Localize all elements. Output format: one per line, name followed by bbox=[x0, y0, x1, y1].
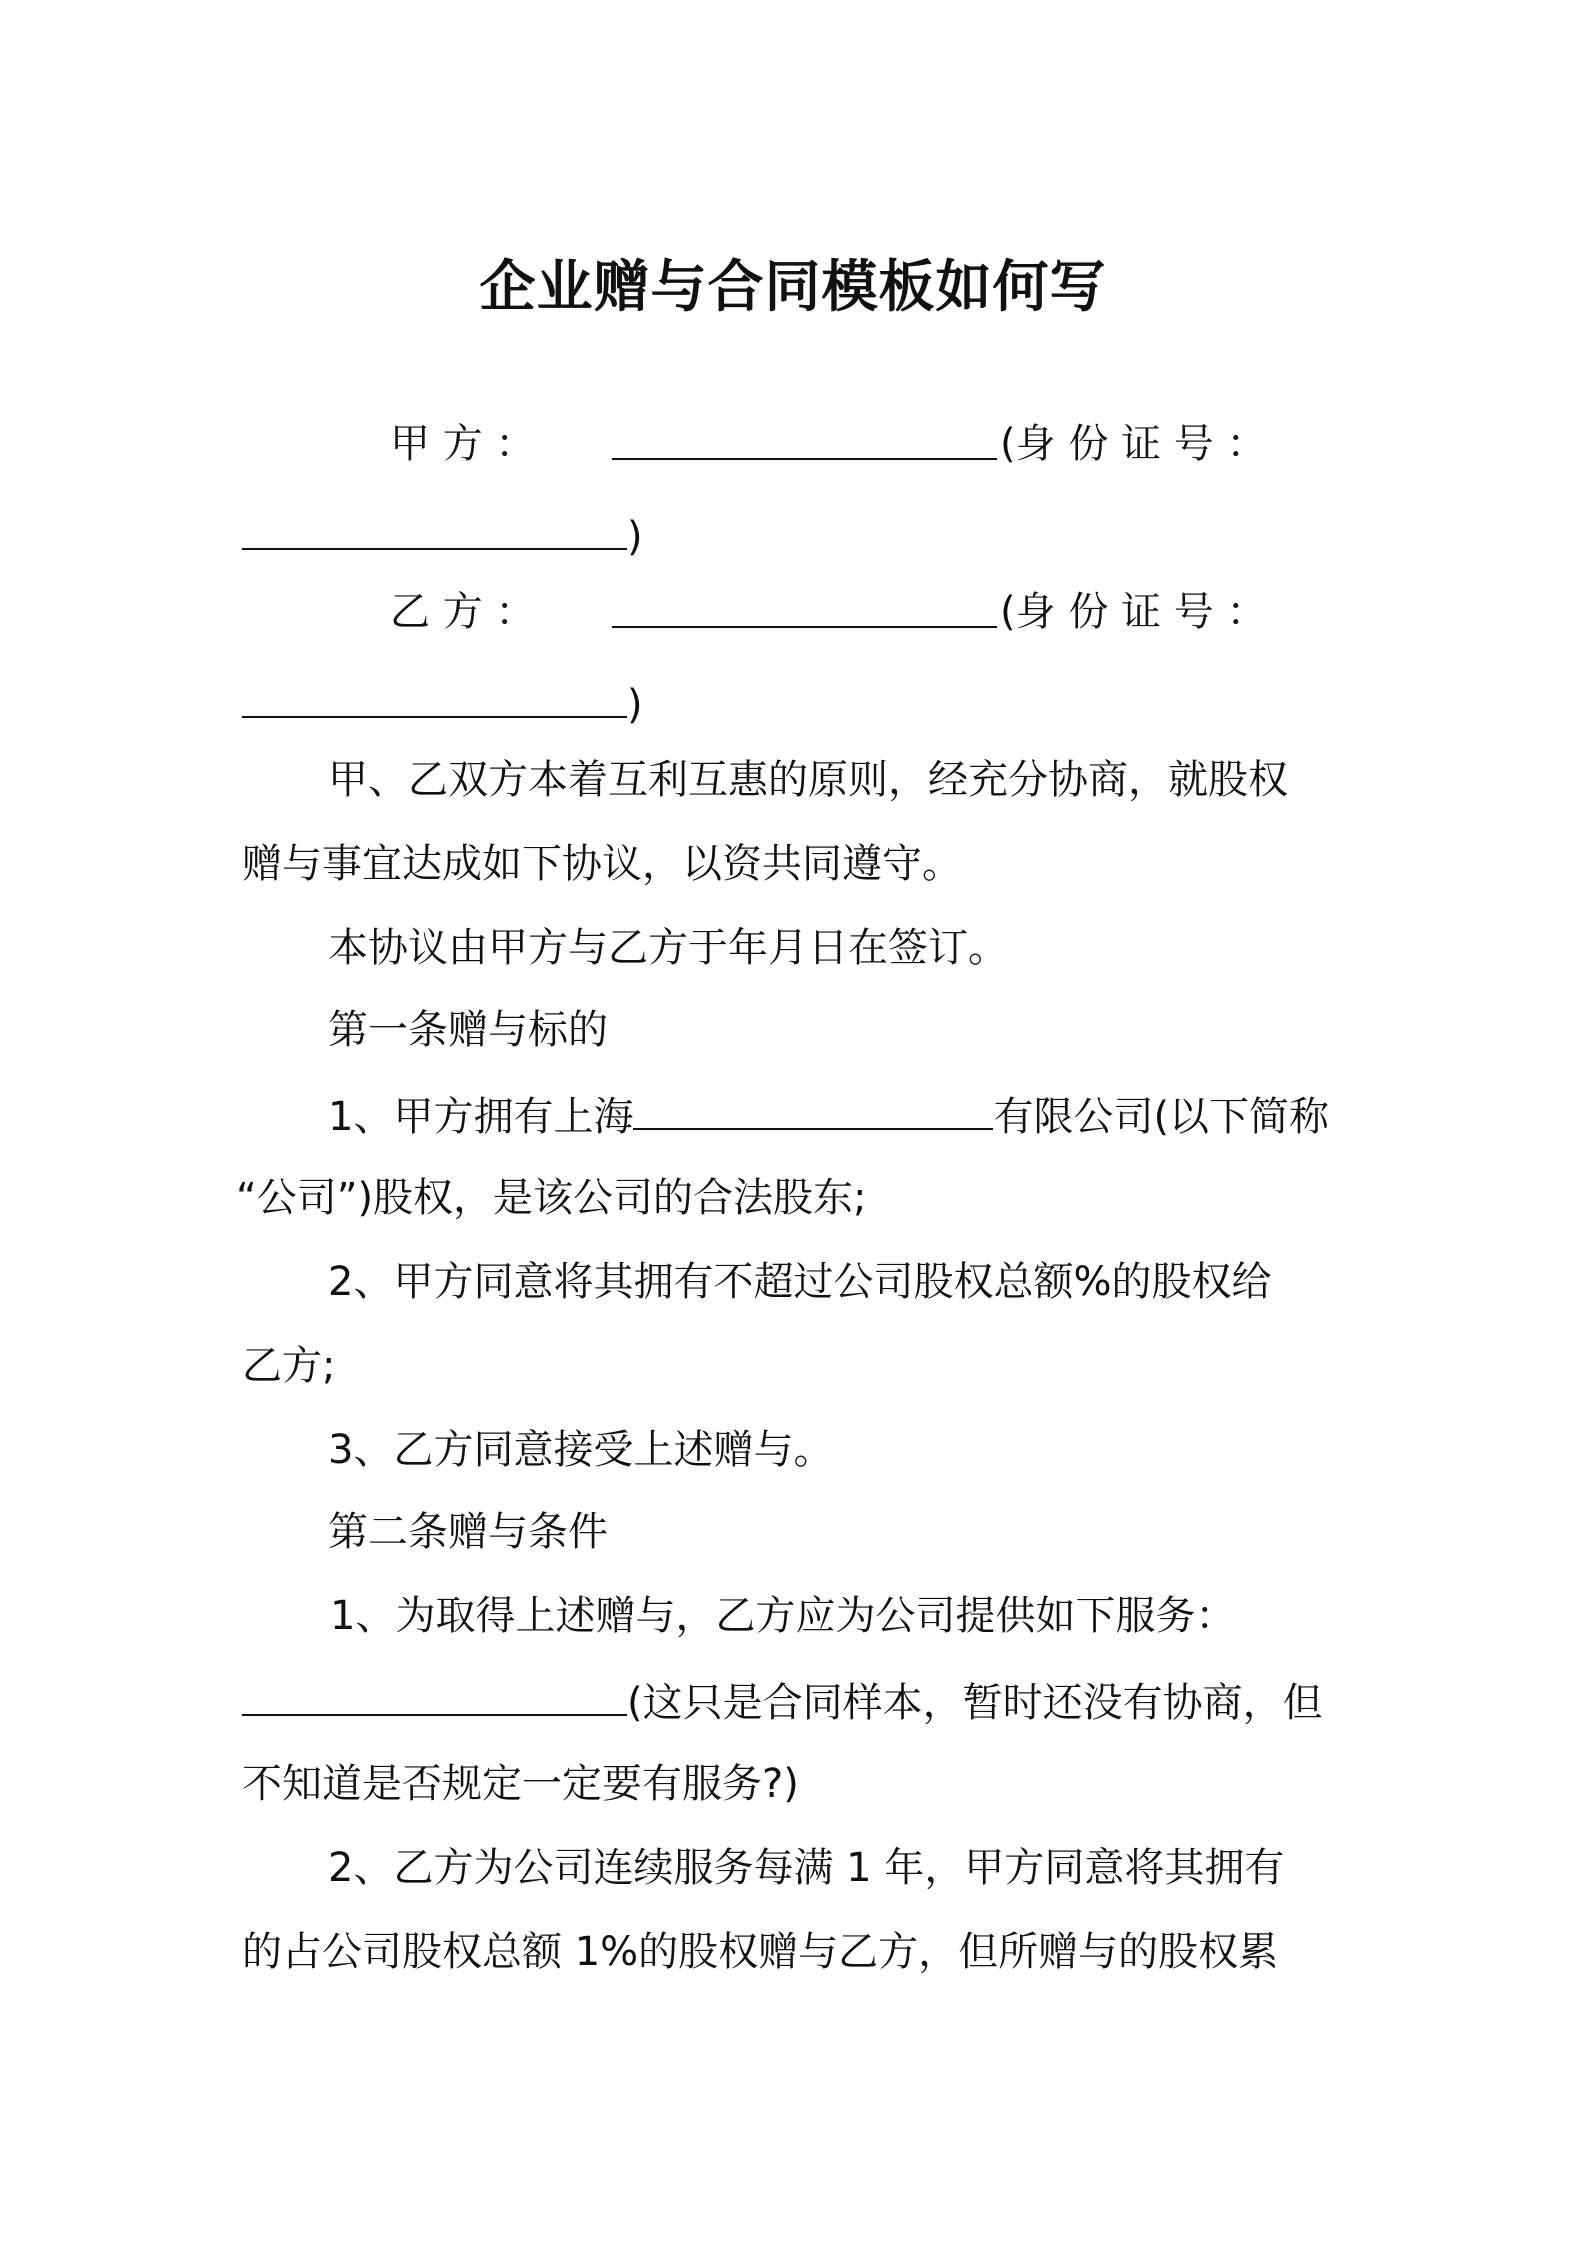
party-a-label: 甲 方 ： bbox=[390, 421, 536, 467]
article-1-item-3: 3、乙方同意接受上述赠与。 bbox=[328, 1427, 834, 1473]
party-a-id-label: (身 份 证 号 ： bbox=[1000, 421, 1267, 467]
party-a-id-line bbox=[242, 506, 643, 565]
article-1-item-2-cont: 乙方; bbox=[242, 1343, 336, 1389]
article-2-item-1: 1、为取得上述赠与，乙方应为公司提供如下服务： bbox=[330, 1593, 1236, 1639]
article-1-item-1-part-a: 1、甲方拥有上海 bbox=[328, 1094, 634, 1140]
article-1-item-1-cont: “公司”)股权，是该公司的合法股东; bbox=[236, 1175, 867, 1221]
service-blank bbox=[242, 1672, 627, 1716]
article-1-item-2: 2、甲方同意将其拥有不超过公司股权总额%的股权给 bbox=[328, 1259, 1272, 1305]
company-name-blank bbox=[633, 1086, 993, 1130]
party-b-id-label: (身 份 证 号 ： bbox=[1000, 589, 1267, 635]
party-b-id-line bbox=[242, 674, 643, 733]
party-b-close-paren: ) bbox=[627, 682, 643, 728]
article-2-heading: 第二条赠与条件 bbox=[328, 1509, 608, 1555]
article-2-item-2: 2、乙方为公司连续服务每满 1 年，甲方同意将其拥有 bbox=[328, 1845, 1285, 1891]
article-1-item-1-part-b: 有限公司(以下简称 bbox=[993, 1094, 1330, 1140]
intro-line-2: 赠与事宜达成如下协议，以资共同遵守。 bbox=[242, 841, 962, 887]
article-2-item-2-cont: 的占公司股权总额 1%的股权赠与乙方，但所赠与的股权累 bbox=[242, 1929, 1279, 1975]
article-1-item-1 bbox=[328, 1086, 1329, 1145]
article-2-item-1-part-b: (这只是合同样本，暂时还没有协商，但 bbox=[627, 1680, 1323, 1726]
intro-line-1: 甲、乙双方本着互利互惠的原则，经充分协商，就股权 bbox=[328, 757, 1288, 803]
document-title: 企业赠与合同模板如何写 bbox=[479, 255, 1107, 320]
article-2-item-1-cont bbox=[242, 1672, 1323, 1731]
signing-line: 本协议由甲方与乙方于年月日在签订。 bbox=[328, 925, 1008, 971]
party-a-close-paren: ) bbox=[627, 514, 643, 560]
party-b-name-blank bbox=[612, 584, 997, 643]
article-1-heading: 第一条赠与标的 bbox=[328, 1007, 608, 1053]
party-b-label: 乙 方 ： bbox=[390, 589, 536, 635]
party-a-name-blank bbox=[612, 416, 997, 475]
article-2-item-1-cont-2: 不知道是否规定一定要有服务?) bbox=[242, 1761, 799, 1807]
